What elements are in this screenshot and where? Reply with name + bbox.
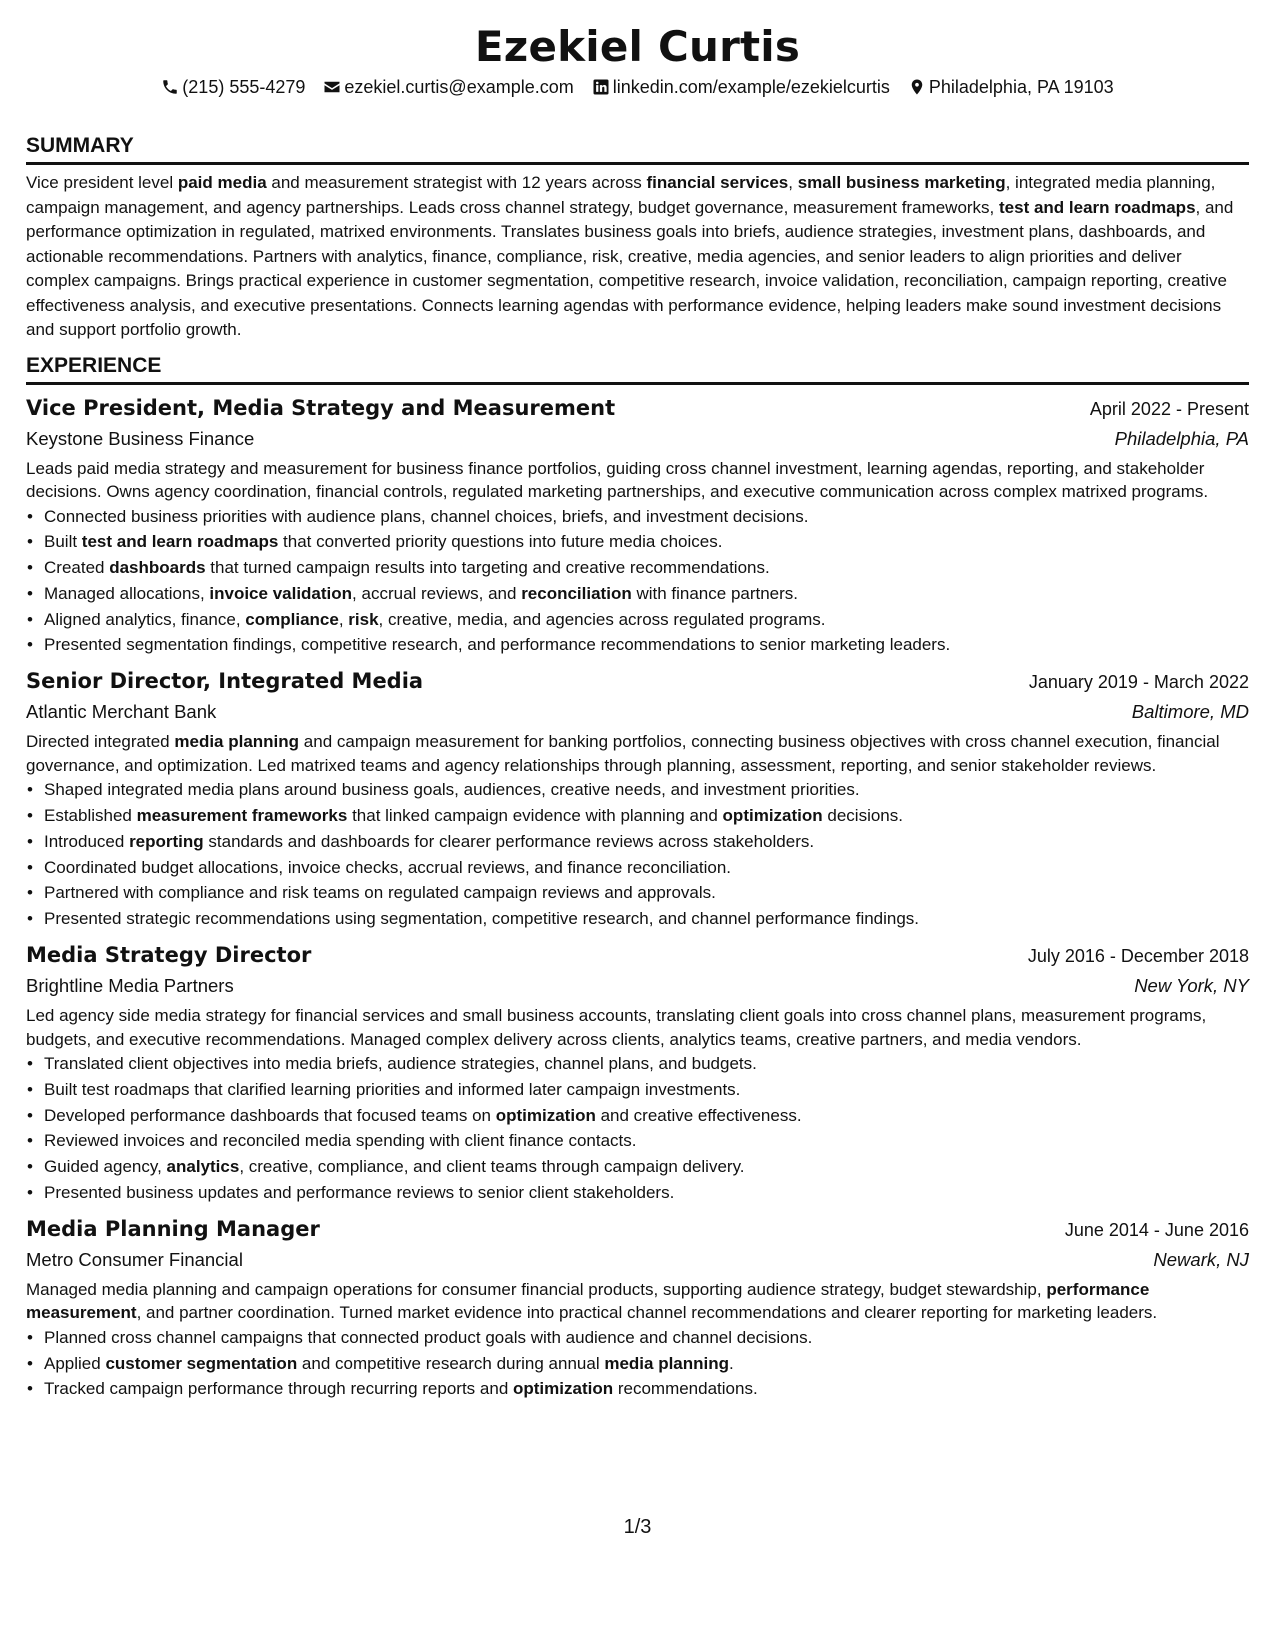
- job-header: [26, 940, 1249, 971]
- achievement-item: [44, 1154, 1249, 1180]
- text-run: , creative, media, and agencies across regulated programs.: [378, 609, 826, 629]
- text-run: Created: [44, 558, 110, 578]
- job-dates: June 2014 - June 2016: [1064, 1219, 1249, 1240]
- job-dates: January 2019 - March 2022: [1028, 672, 1249, 693]
- bold-keyword: compliance: [245, 609, 339, 629]
- job-title: Media Strategy Director: [26, 943, 312, 968]
- linkedin-link[interactable]: linkedin.com/example/ezekielcurtis: [612, 77, 890, 97]
- text-run: ,: [788, 173, 798, 192]
- achievement-item: [44, 880, 1249, 906]
- text-run: ,: [338, 609, 349, 629]
- bold-keyword: test and learn roadmaps: [999, 197, 1196, 217]
- job-location: Newark, NJ: [1153, 1248, 1249, 1270]
- text-run: Partnered with compliance and risk teams on regulated campaign reviews and approvals.: [44, 883, 716, 903]
- bold-keyword: performance measurement: [26, 1279, 1150, 1323]
- achievement-item: [44, 1051, 1249, 1077]
- contact-location: [908, 75, 1114, 99]
- job-subheader: [26, 697, 1249, 727]
- text-run: Planned cross channel campaigns that connected product goals with audience and channel decisions.: [44, 1327, 813, 1347]
- job-description: [26, 457, 1249, 504]
- achievement-item: [44, 1325, 1249, 1351]
- job-entry: [26, 666, 1249, 932]
- job-subheader: [26, 971, 1249, 1001]
- achievement-item: [44, 504, 1249, 530]
- text-run: recommendations.: [613, 1379, 758, 1399]
- text-run: Built: [44, 532, 82, 552]
- bold-keyword: customer segmentation: [105, 1353, 298, 1373]
- bold-keyword: invoice validation: [209, 583, 353, 603]
- achievement-item: [44, 607, 1249, 633]
- text-run: that converted priority questions into future media choices.: [278, 532, 723, 552]
- achievement-item: [44, 632, 1249, 658]
- text-run: Vice president level: [26, 173, 178, 192]
- text-run: with finance partners.: [631, 583, 799, 603]
- text-run: .: [729, 1353, 734, 1373]
- achievement-item: [44, 1351, 1249, 1377]
- job-dates: July 2016 - December 2018: [1027, 946, 1249, 967]
- text-run: Presented segmentation findings, competitive research, and performance recommendations to senior marketing leaders.: [44, 635, 951, 655]
- summary-paragraph: [26, 171, 1249, 343]
- bold-keyword: paid media: [177, 173, 267, 192]
- contact-bar: [26, 75, 1249, 99]
- achievement-item: [44, 803, 1249, 829]
- job-dates: April 2022 - Present: [1089, 398, 1249, 419]
- text-run: and competitive research during annual: [297, 1353, 605, 1373]
- job-entry: [26, 1214, 1249, 1402]
- text-run: Introduced: [44, 831, 130, 851]
- job-description: [26, 1004, 1249, 1051]
- text-run: Guided agency,: [44, 1157, 167, 1177]
- text-run: , and partner coordination. Turned market evidence into practical channel recommendations and clearer reporting for marketing leaders.: [136, 1303, 1158, 1323]
- achievement-item: [44, 1077, 1249, 1103]
- bold-keyword: financial services: [646, 173, 789, 192]
- bold-keyword: analytics: [166, 1157, 240, 1177]
- linkedin-icon: [592, 78, 610, 96]
- bold-keyword: optimization: [722, 806, 823, 826]
- contact-email[interactable]: [323, 75, 573, 99]
- location-text: Philadelphia, PA 19103: [928, 77, 1114, 97]
- text-run: decisions.: [822, 806, 903, 826]
- achievement-item: [44, 1128, 1249, 1154]
- map-pin-icon: [908, 78, 926, 96]
- job-title: Senior Director, Integrated Media: [26, 669, 424, 694]
- achievement-list: [26, 1325, 1249, 1402]
- job-header: [26, 666, 1249, 697]
- summary-heading: SUMMARY: [26, 133, 1249, 165]
- text-run: and campaign measurement for banking portfolios, connecting business objectives with cross channel execution, financial governance, and optimization. Led matrixed teams and agency relationships through planning, assessment, reporting, and senior stakeholder reviews.: [26, 732, 1220, 775]
- job-entry: [26, 940, 1249, 1206]
- phone-text: (215) 555-4279: [182, 77, 306, 97]
- text-run: Translated client objectives into media briefs, audience strategies, channel plans, and budgets.: [44, 1054, 757, 1074]
- text-run: that turned campaign results into targeting and creative recommendations.: [205, 558, 770, 578]
- bold-keyword: small business marketing: [797, 173, 1006, 192]
- text-run: Aligned analytics, finance,: [44, 609, 246, 629]
- text-run: Presented business updates and performance reviews to senior client stakeholders.: [44, 1183, 675, 1203]
- text-run: Shaped integrated media plans around business goals, audiences, creative needs, and investment priorities.: [44, 780, 860, 800]
- company-name: Keystone Business Finance: [26, 427, 255, 449]
- company-name: Atlantic Merchant Bank: [26, 701, 217, 723]
- achievement-item: [44, 555, 1249, 581]
- text-run: Developed performance dashboards that focused teams on: [44, 1105, 496, 1125]
- text-run: , accrual reviews, and: [352, 583, 522, 603]
- bold-keyword: media planning: [604, 1353, 730, 1373]
- achievement-list: [26, 777, 1249, 932]
- text-run: , and performance optimization in regulated, matrixed environments. Translates business goals into briefs, audience strategies, investment plans, dashboards, and actionable recommendations. Partners with analytics, finance, compliance, risk, creative, media agencies, and senior leaders to align priorities and deliver complex campaigns. Brings practical experience in customer segmentation, competitive research, invoice validation, reconciliation, campaign reporting, creative effectiveness analysis, and executive presentations. Connects learning agendas with performance evidence, helping leaders make sound investment decisions and support portfolio growth.: [26, 197, 1234, 339]
- experience-heading: EXPERIENCE: [26, 353, 1249, 385]
- text-run: , creative, compliance, and client teams through campaign delivery.: [239, 1157, 745, 1177]
- achievement-list: [26, 1051, 1249, 1206]
- phone-icon: [161, 78, 179, 96]
- job-entry: [26, 393, 1249, 659]
- text-run: , integrated media planning, campaign management, and agency partnerships. Leads cross channel strategy, budget governance, measurement frameworks,: [26, 173, 1216, 217]
- candidate-name: Ezekiel Curtis: [474, 22, 801, 71]
- text-run: Led agency side media strategy for financial services and small business accounts, translating client goals into cross channel plans, measurement programs, budgets, and executive recommendations. Managed complex delivery across clients, analytics teams, creative partners, and media vendors.: [26, 1006, 1207, 1049]
- text-run: Managed media planning and campaign operations for consumer financial products, supporting audience strategy, budget stewardship,: [26, 1279, 1047, 1299]
- achievement-item: [44, 1376, 1249, 1402]
- bold-keyword: dashboards: [109, 558, 206, 578]
- job-description: [26, 730, 1249, 777]
- bold-keyword: reporting: [129, 831, 204, 851]
- job-header: [26, 393, 1249, 424]
- achievement-item: [44, 906, 1249, 932]
- company-name: Metro Consumer Financial: [26, 1248, 243, 1270]
- bold-keyword: risk: [348, 609, 379, 629]
- achievement-item: [44, 581, 1249, 607]
- text-run: Leads paid media strategy and measurement for business finance portfolios, guiding cross channel investment, learning agendas, reporting, and stakeholder decisions. Owns agency coordination, financial controls, regulated marketing partnerships, and executive communication across complex matrixed programs.: [26, 458, 1209, 501]
- job-description: [26, 1278, 1249, 1325]
- text-run: Applied: [44, 1353, 106, 1373]
- text-run: Managed allocations,: [44, 583, 210, 603]
- text-run: Directed integrated: [26, 732, 175, 752]
- bold-keyword: measurement frameworks: [136, 806, 348, 826]
- contact-linkedin[interactable]: [592, 75, 890, 99]
- envelope-icon: [323, 78, 341, 96]
- achievement-item: [44, 777, 1249, 803]
- achievement-item: [44, 529, 1249, 555]
- text-run: Established: [44, 806, 137, 826]
- contact-phone: [161, 75, 305, 99]
- text-run: Built test roadmaps that clarified learning priorities and informed later campaign investments.: [44, 1079, 741, 1099]
- text-run: Connected business priorities with audience plans, channel choices, briefs, and investment decisions.: [44, 506, 809, 526]
- text-run: and measurement strategist with 12 years across: [266, 173, 647, 192]
- job-location: Baltimore, MD: [1131, 701, 1249, 723]
- text-run: Presented strategic recommendations using segmentation, competitive research, and channel performance findings.: [44, 909, 920, 929]
- job-title: Media Planning Manager: [26, 1216, 320, 1241]
- job-header: [26, 1214, 1249, 1245]
- bold-keyword: optimization: [495, 1105, 596, 1125]
- achievement-item: [44, 829, 1249, 855]
- text-run: Reviewed invoices and reconciled media spending with client finance contacts.: [44, 1131, 637, 1151]
- company-name: Brightline Media Partners: [26, 975, 234, 997]
- job-title: Vice President, Media Strategy and Measurement: [26, 395, 616, 420]
- page-number: 1/3: [623, 1516, 652, 1538]
- text-run: that linked campaign evidence with planning and: [347, 806, 723, 826]
- job-location: Philadelphia, PA: [1114, 427, 1249, 449]
- resume-page: [26, 0, 1249, 1650]
- text-run: and creative effectiveness.: [595, 1105, 802, 1125]
- achievement-item: [44, 855, 1249, 881]
- text-run: Tracked campaign performance through recurring reports and: [44, 1379, 513, 1399]
- job-subheader: [26, 1245, 1249, 1275]
- achievement-item: [44, 1103, 1249, 1129]
- job-subheader: [26, 424, 1249, 454]
- email-link[interactable]: ezekiel.curtis@example.com: [344, 77, 574, 97]
- text-run: standards and dashboards for clearer performance reviews across stakeholders.: [203, 831, 815, 851]
- text-run: Coordinated budget allocations, invoice checks, accrual reviews, and finance reconciliation.: [44, 857, 731, 877]
- experience-list: [26, 393, 1249, 1403]
- bold-keyword: media planning: [174, 732, 300, 752]
- achievement-item: [44, 1180, 1249, 1206]
- bold-keyword: reconciliation: [521, 583, 632, 603]
- bold-keyword: test and learn roadmaps: [81, 532, 279, 552]
- achievement-list: [26, 504, 1249, 659]
- job-location: New York, NY: [1134, 975, 1249, 997]
- bold-keyword: optimization: [513, 1379, 614, 1399]
